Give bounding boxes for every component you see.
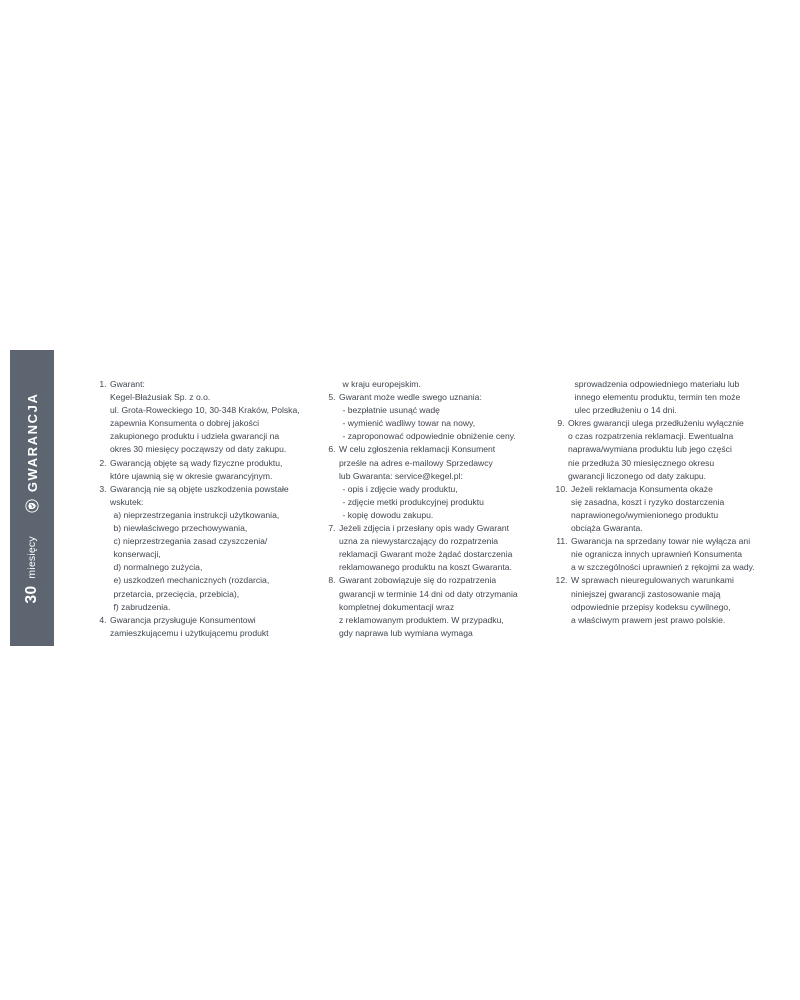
clause-line: zapewnia Konsumenta o dobrej jakości — [110, 418, 260, 429]
clause-line: sprowadzenia odpowiedniego materiału lub — [574, 379, 740, 389]
clause-line: reklamacji Gwarant może żądać dostarczenia — [339, 549, 513, 560]
warranty-clause — [96, 614, 308, 640]
clause-line: o czas rozpatrzenia reklamacji. Ewentualna — [568, 431, 734, 442]
warranty-clause — [96, 457, 308, 483]
warranty-subclause — [96, 535, 308, 561]
clause-text — [339, 443, 537, 482]
clause-line: w kraju europejskim. — [342, 379, 421, 389]
clause-line: Gwarancja na sprzedany towar nie wyłącza ani — [571, 536, 751, 547]
clause-line: innego elementu produktu, termin ten może — [574, 392, 741, 403]
warranty-clause — [554, 535, 766, 574]
clause-line: Gwarancja przysługuje Konsumentowi — [110, 614, 256, 625]
clause-line: Gwarancją nie są objęte uszkodzenia powstałe — [110, 483, 289, 494]
warranty-column-2 — [325, 378, 537, 640]
warranty-subclause — [96, 601, 308, 614]
clause-text — [568, 417, 766, 482]
warranty-continuation — [325, 378, 537, 391]
clause-line: kompletnej dokumentacji wraz — [339, 601, 455, 612]
warranty-months-word: miesięcy — [26, 536, 38, 579]
clause-line: ul. Grota-Roweckiego 10, 30-348 Kraków, Polska, — [110, 405, 300, 416]
warranty-clause — [325, 574, 537, 639]
clause-text — [339, 391, 537, 404]
clause-line: okres 30 miesięcy począwszy od daty zakupu. — [110, 444, 287, 455]
warranty-months-number: 30 — [23, 585, 40, 604]
clause-line: Okres gwarancji ulega przedłużeniu wyłącznie — [568, 418, 744, 429]
warranty-bullet — [325, 496, 537, 509]
clause-line: przetarcia, przecięcia, przebicia), — [113, 588, 240, 599]
clause-text — [571, 483, 766, 535]
clause-line: wskutek: — [110, 496, 144, 507]
clause-line: a w szczególności uprawnień z rękojmi za wady. — [571, 562, 755, 573]
clause-line: e) uszkodzeń mechanicznych (rozdarcia, — [113, 575, 270, 586]
warranty-clause — [325, 443, 537, 482]
clause-number: 1. — [99, 379, 107, 389]
warranty-title: GWARANCJA — [24, 392, 40, 493]
warranty-clause — [96, 378, 308, 457]
clause-line: nie ogranicza innych uprawnień Konsumenta — [571, 549, 743, 560]
warranty-side-bar-label — [10, 350, 54, 646]
clause-number: 6. — [328, 444, 336, 455]
clause-text — [110, 457, 308, 483]
warranty-clause — [325, 522, 537, 574]
clause-number: 7. — [328, 523, 336, 534]
clause-line: ulec przedłużeniu o 14 dni. — [574, 405, 677, 416]
clause-line: Kegel-Błażusiak Sp. z o.o. — [110, 392, 211, 403]
clause-line: naprawionego/wymienionego produktu — [571, 509, 719, 520]
clause-line: a) nieprzestrzegania instrukcji użytkowania, — [113, 509, 280, 520]
clause-line: - zaproponować odpowiednie obniżenie ceny. — [342, 431, 516, 442]
clause-line: gwarancji w terminie 14 dni od daty otrzymania — [339, 588, 518, 599]
clause-line: a właściwym prawem jest prawo polskie. — [571, 614, 726, 625]
clause-line: - wymienić wadliwy towar na nowy, — [342, 418, 476, 429]
warranty-clause — [96, 483, 308, 509]
warranty-bullet — [325, 404, 537, 417]
warranty-subclause — [96, 509, 308, 522]
warranty-continuation — [554, 378, 766, 417]
clause-text — [110, 614, 308, 640]
clause-line: d) normalnego zużycia, — [113, 562, 203, 573]
clause-line: Gwarant zobowiązuje się do rozpatrzenia — [339, 575, 497, 586]
warranty-subclause — [96, 522, 308, 535]
clause-line: gdy naprawa lub wymiana wymaga — [339, 627, 473, 638]
clause-line: Jeżeli reklamacja Konsumenta okaże — [571, 483, 713, 494]
clause-line: które ujawnią się w okresie gwarancyjnym. — [110, 470, 273, 481]
clause-line: Gwarant: — [110, 379, 145, 389]
warranty-column-1 — [96, 378, 308, 640]
clause-line: naprawa/wymiana produktu lub jego części — [568, 444, 732, 455]
warranty-bullet — [325, 430, 537, 443]
warranty-clause — [554, 483, 766, 535]
clause-line: uzna za niewystarczający do rozpatrzenia — [339, 536, 499, 547]
clause-text — [571, 574, 766, 626]
clause-line: Jeżeli zdjęcia i przesłany opis wady Gwarant — [339, 523, 510, 534]
clause-line: zakupionego produktu i udziela gwarancji na — [110, 431, 280, 442]
warranty-subclause — [96, 561, 308, 574]
clause-number: 3. — [99, 483, 107, 494]
clause-text — [110, 378, 308, 457]
warranty-bullet — [325, 483, 537, 496]
clause-line: nie przedłuża 30 miesięcznego okresu — [568, 457, 715, 468]
clause-number: 9. — [557, 418, 565, 429]
clause-number: 10. — [555, 483, 568, 494]
warranty-clause — [554, 417, 766, 482]
clause-text — [339, 522, 537, 574]
clause-line: obciąża Gwaranta. — [571, 523, 643, 534]
clause-line: odpowiednie przepisy kodeksu cywilnego, — [571, 601, 731, 612]
clause-text — [571, 535, 766, 574]
clause-line: gwarancji liczonego od daty zakupu. — [568, 470, 707, 481]
band-divider — [10, 645, 54, 646]
clause-line: lub Gwaranta: service@kegel.pl: — [339, 470, 463, 481]
clause-line: Gwarant może wedle swego uznania: — [339, 392, 482, 403]
clause-number: 12. — [555, 575, 568, 586]
warranty-side-bar — [10, 350, 54, 646]
clause-number: 4. — [99, 614, 107, 625]
clause-line: - opis i zdjęcie wady produktu, — [342, 483, 458, 494]
warranty-text-columns — [96, 378, 768, 640]
clause-line: zamieszkującemu i użytkującemu produkt — [110, 627, 269, 638]
clause-line: niniejszej gwarancji zastosowanie mają — [571, 588, 721, 599]
clause-line: - bezpłatnie usunąć wadę — [342, 405, 440, 416]
clause-line: się zasadna, koszt i ryzyko dostarczenia — [571, 496, 725, 507]
clause-text — [110, 483, 308, 509]
shield-check-icon — [25, 499, 39, 513]
clause-number: 11. — [556, 536, 568, 547]
clause-line: - kopię dowodu zakupu. — [342, 509, 434, 520]
clause-line: z reklamowanym produktem. W przypadku, — [339, 614, 504, 625]
warranty-clause — [554, 574, 766, 626]
clause-line: prześle na adres e-mailowy Sprzedawcy — [339, 457, 493, 468]
clause-number: 5. — [328, 392, 336, 403]
warranty-section — [0, 350, 800, 646]
clause-line: - zdjęcie metki produkcyjnej produktu — [342, 496, 484, 507]
clause-number: 2. — [99, 457, 107, 468]
clause-line: W celu zgłoszenia reklamacji Konsument — [339, 444, 496, 455]
warranty-bullet — [325, 509, 537, 522]
clause-line: reklamowanego produktu na koszt Gwaranta. — [339, 562, 512, 573]
clause-text — [339, 574, 537, 639]
warranty-column-3 — [554, 378, 766, 627]
warranty-subclause — [96, 574, 308, 600]
clause-line: f) zabrudzenia. — [113, 601, 171, 612]
clause-number: 8. — [328, 575, 336, 586]
clause-line: Gwarancją objęte są wady fizyczne produktu, — [110, 457, 283, 468]
clause-line: konserwacji, — [113, 549, 161, 560]
clause-line: c) nieprzestrzegania zasad czyszczenia/ — [113, 536, 268, 547]
clause-line: b) niewłaściwego przechowywania, — [113, 523, 248, 534]
warranty-bullet — [325, 417, 537, 430]
warranty-clause — [325, 391, 537, 404]
clause-line: W sprawach nieuregulowanych warunkami — [571, 575, 734, 586]
